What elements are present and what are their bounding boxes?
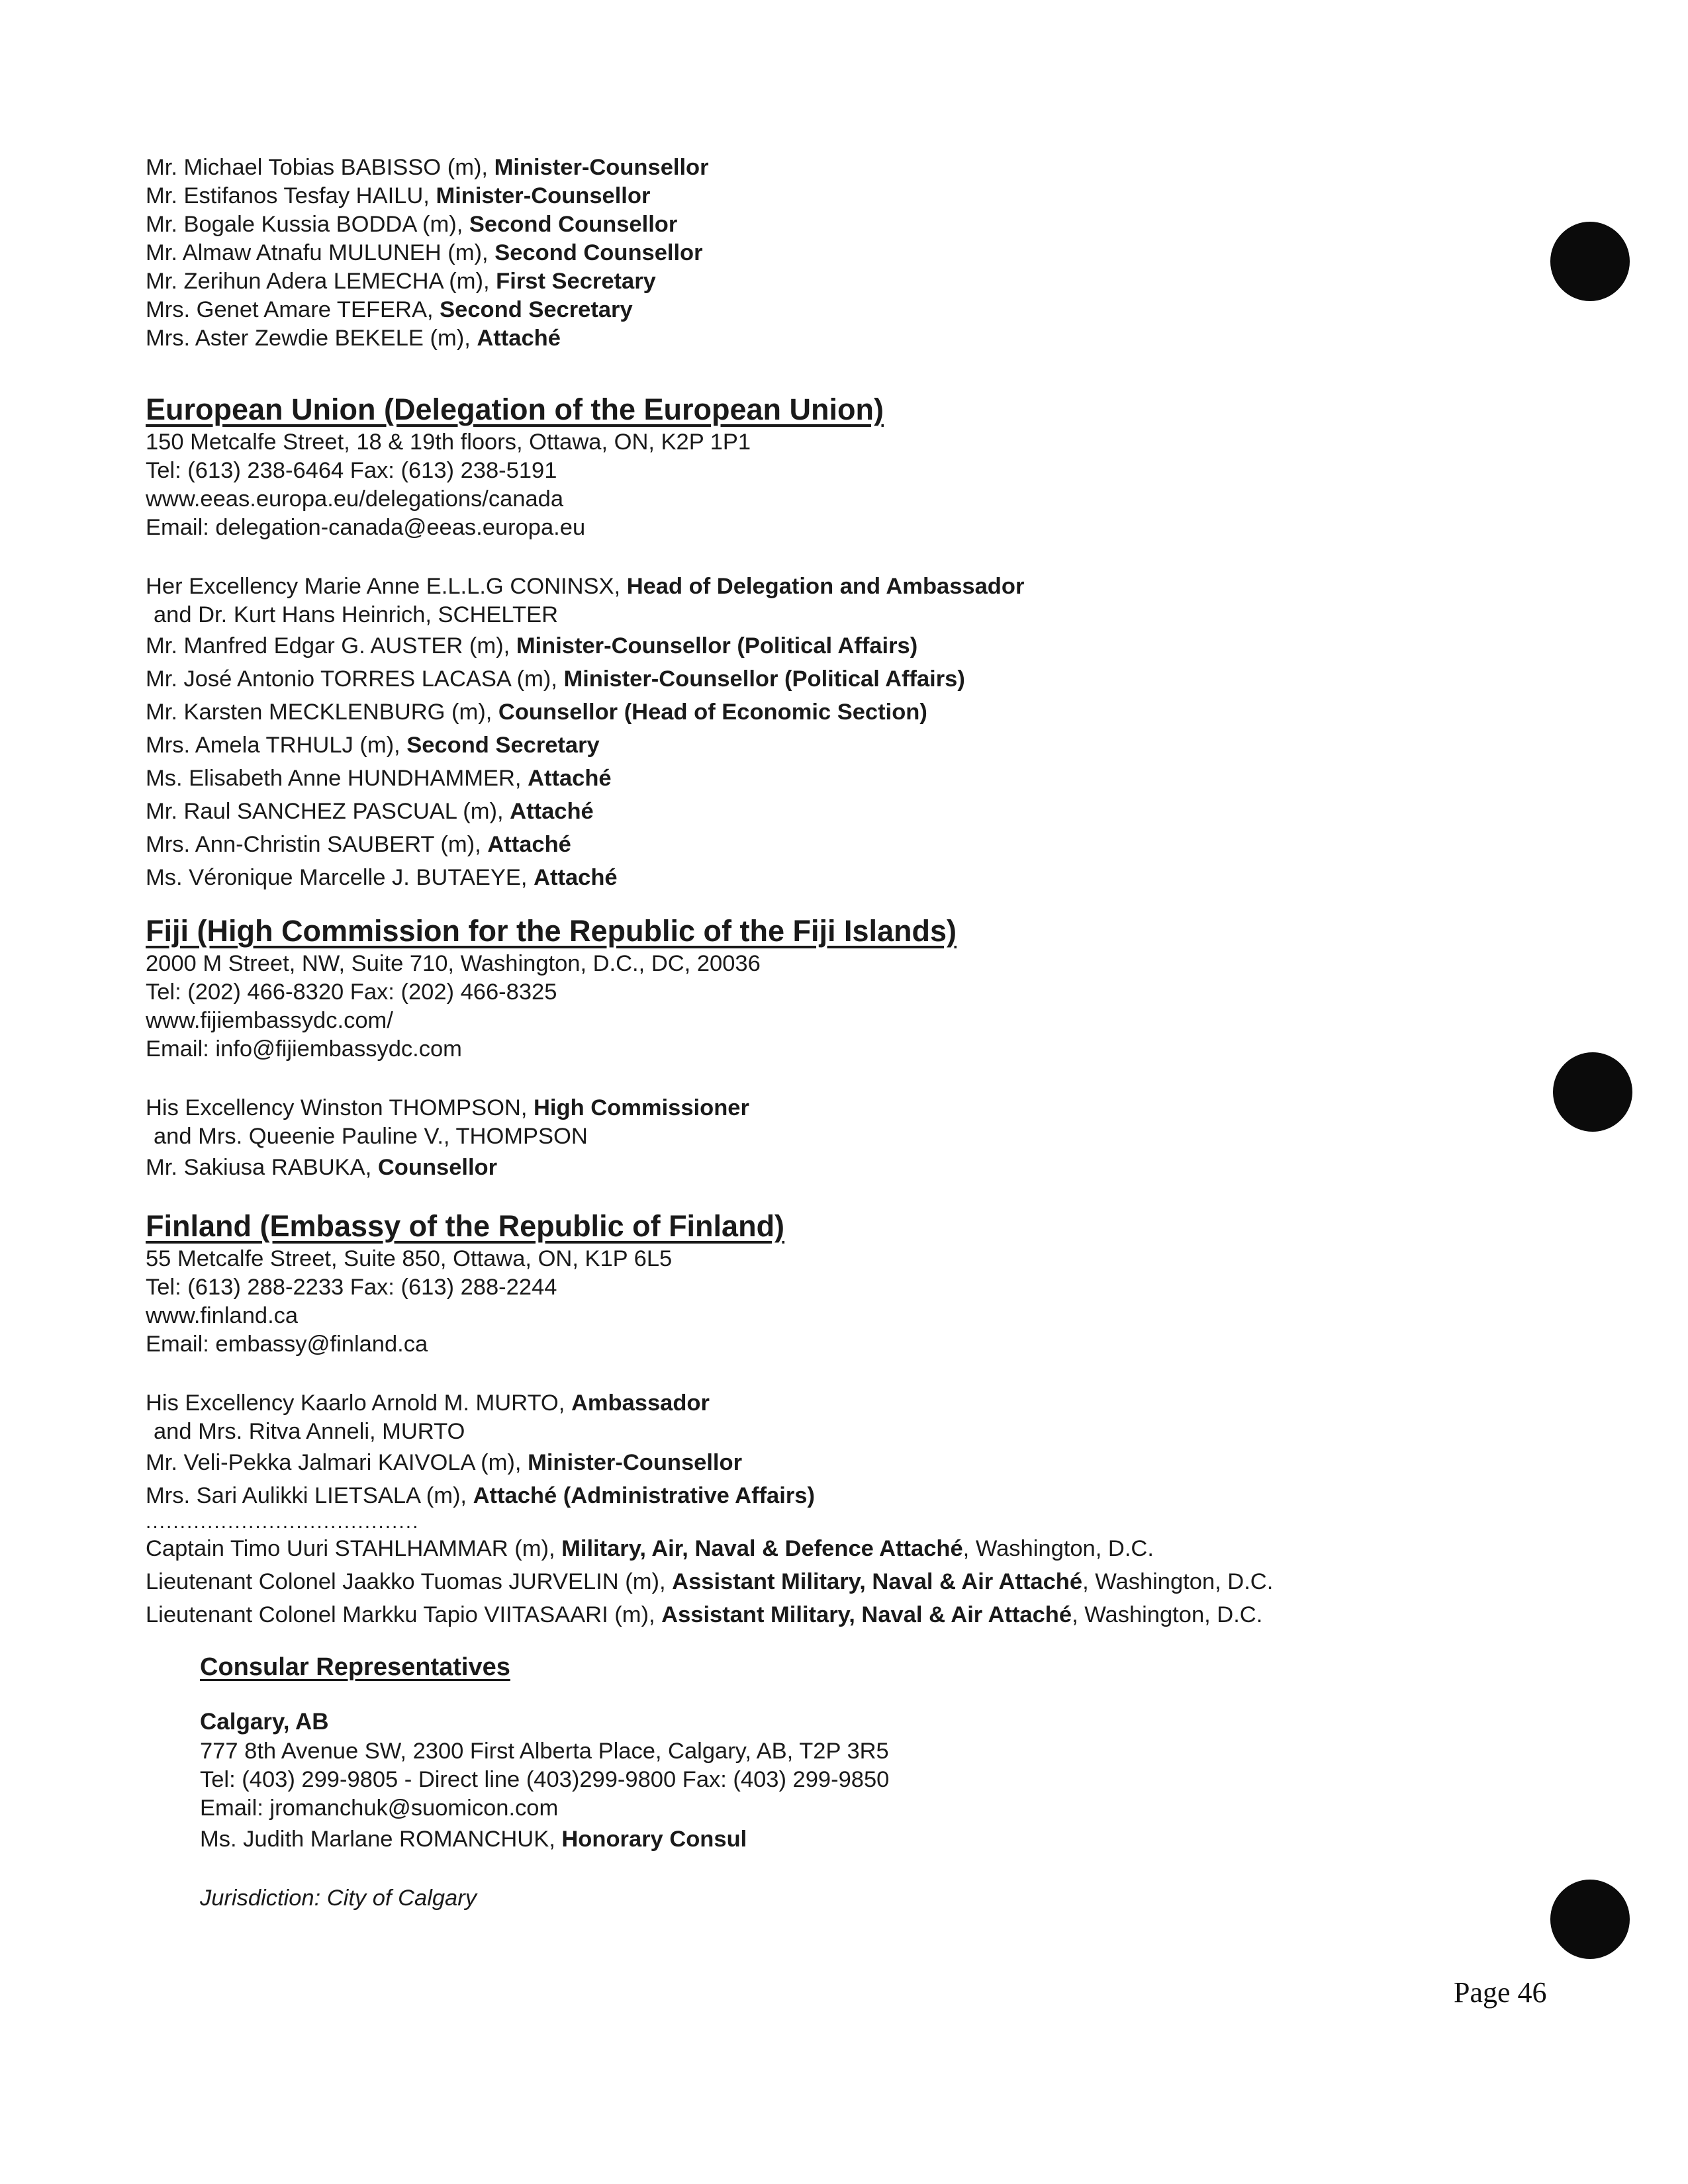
eu-heading: European Union (Delegation of the European Union) — [146, 392, 884, 426]
punch-hole-bottom — [1550, 1880, 1630, 1959]
fiji-head-of-mission: His Excellency Winston THOMPSON, High Commissioner — [146, 1095, 749, 1120]
consular-consul: Ms. Judith Marlane ROMANCHUK, Honorary Consul — [200, 1827, 747, 1852]
finland-spouse: and Mrs. Ritva Anneli, MURTO — [154, 1419, 465, 1444]
finland-address: 55 Metcalfe Street, Suite 850, Ottawa, ON, K1P 6L5 — [146, 1246, 673, 1271]
dotted-separator: ........................................ — [146, 1511, 420, 1533]
fiji-phone: Tel: (202) 466-8320 Fax: (202) 466-8325 — [146, 979, 557, 1005]
fiji-heading: Fiji (High Commission for the Republic of the Fiji Islands) — [146, 914, 957, 948]
staff-entry: Ms. Véronique Marcelle J. BUTAEYE, Attaché — [146, 865, 618, 890]
consular-heading: Consular Representatives — [200, 1653, 510, 1681]
directory-content — [146, 154, 1470, 1913]
staff-entry: Mrs. Genet Amare TEFERA, Second Secretary — [146, 297, 633, 322]
consular-representatives — [200, 1650, 1470, 1913]
finland-heading: Finland (Embassy of the Republic of Finland) — [146, 1209, 785, 1243]
staff-entry: Mr. Zerihun Adera LEMECHA (m), First Secretary — [146, 269, 656, 294]
consular-phone: Tel: (403) 299-9805 - Direct line (403)299-9800 Fax: (403) 299-9850 — [200, 1767, 890, 1792]
eu-spouse: and Dr. Kurt Hans Heinrich, SCHELTER — [154, 602, 558, 627]
punch-hole-middle — [1553, 1052, 1632, 1132]
finland-head-of-mission: His Excellency Kaarlo Arnold M. MURTO, Ambassador — [146, 1390, 710, 1416]
page-number: Page 46 — [1454, 1976, 1547, 2009]
eu-phone: Tel: (613) 238-6464 Fax: (613) 238-5191 — [146, 458, 557, 483]
fiji-address: 2000 M Street, NW, Suite 710, Washington, D.C., DC, 20036 — [146, 951, 761, 976]
staff-entry: Mr. Almaw Atnafu MULUNEH (m), Second Counsellor — [146, 240, 703, 265]
staff-entry: Ms. Elisabeth Anne HUNDHAMMER, Attaché — [146, 766, 612, 791]
staff-entry: Mr. Manfred Edgar G. AUSTER (m), Minister-Counsellor (Political Affairs) — [146, 633, 918, 659]
consular-address: 777 8th Avenue SW, 2300 First Alberta Place, Calgary, AB, T2P 3R5 — [200, 1739, 889, 1764]
eu-address: 150 Metcalfe Street, 18 & 19th floors, Ottawa, ON, K2P 1P1 — [146, 430, 751, 455]
fiji-section — [146, 913, 1470, 1184]
finland-email: Email: embassy@finland.ca — [146, 1332, 428, 1357]
finland-phone: Tel: (613) 288-2233 Fax: (613) 288-2244 — [146, 1275, 557, 1300]
punch-hole-top — [1550, 222, 1630, 301]
staff-entry: Mrs. Aster Zewdie BEKELE (m), Attaché — [146, 326, 561, 351]
staff-entry: Mr. José Antonio TORRES LACASA (m), Minister-Counsellor (Political Affairs) — [146, 666, 965, 692]
staff-entry: Mr. Estifanos Tesfay HAILU, Minister-Counsellor — [146, 183, 651, 208]
staff-entry: Mr. Michael Tobias BABISSO (m), Minister-Counsellor — [146, 155, 709, 180]
staff-entry: Mr. Bogale Kussia BODDA (m), Second Counsellor — [146, 212, 678, 237]
staff-entry: Mrs. Ann-Christin SAUBERT (m), Attaché — [146, 832, 571, 857]
staff-entry: Lieutenant Colonel Jaakko Tuomas JURVELIN (m), Assistant Military, Naval & Air Attaché, Washington, D.C. — [146, 1569, 1274, 1594]
finland-section — [146, 1208, 1470, 1913]
consular-city: Calgary, AB — [200, 1709, 329, 1735]
ethiopia-staff-list — [146, 154, 1470, 353]
consular-email: Email: jromanchuk@suomicon.com — [200, 1796, 559, 1821]
staff-entry: Captain Timo Uuri STAHLHAMMAR (m), Military, Air, Naval & Defence Attaché, Washington, D.C. — [146, 1536, 1154, 1561]
fiji-website: www.fijiembassydc.com/ — [146, 1008, 393, 1033]
finland-website: www.finland.ca — [146, 1303, 299, 1328]
eu-section — [146, 391, 1470, 894]
eu-head-of-mission: Her Excellency Marie Anne E.L.L.G CONINSX, Head of Delegation and Ambassador — [146, 574, 1025, 599]
staff-entry: Mr. Karsten MECKLENBURG (m), Counsellor (Head of Economic Section) — [146, 700, 927, 725]
staff-entry: Mr. Raul SANCHEZ PASCUAL (m), Attaché — [146, 799, 594, 824]
staff-entry: Mrs. Amela TRHULJ (m), Second Secretary — [146, 733, 600, 758]
staff-entry: Lieutenant Colonel Markku Tapio VIITASAARI (m), Assistant Military, Naval & Air Attaché, Washington, D.C. — [146, 1602, 1263, 1627]
fiji-spouse: and Mrs. Queenie Pauline V., THOMPSON — [154, 1124, 588, 1149]
eu-website: www.eeas.europa.eu/delegations/canada — [146, 486, 564, 512]
eu-email: Email: delegation-canada@eeas.europa.eu — [146, 515, 586, 540]
fiji-email: Email: info@fijiembassydc.com — [146, 1036, 462, 1062]
consular-jurisdiction: Jurisdiction: City of Calgary — [200, 1886, 477, 1911]
staff-entry: Mrs. Sari Aulikki LIETSALA (m), Attaché (Administrative Affairs) — [146, 1483, 815, 1508]
staff-entry: Mr. Sakiusa RABUKA, Counsellor — [146, 1155, 498, 1180]
staff-entry: Mr. Veli-Pekka Jalmari KAIVOLA (m), Minister-Counsellor — [146, 1450, 743, 1475]
